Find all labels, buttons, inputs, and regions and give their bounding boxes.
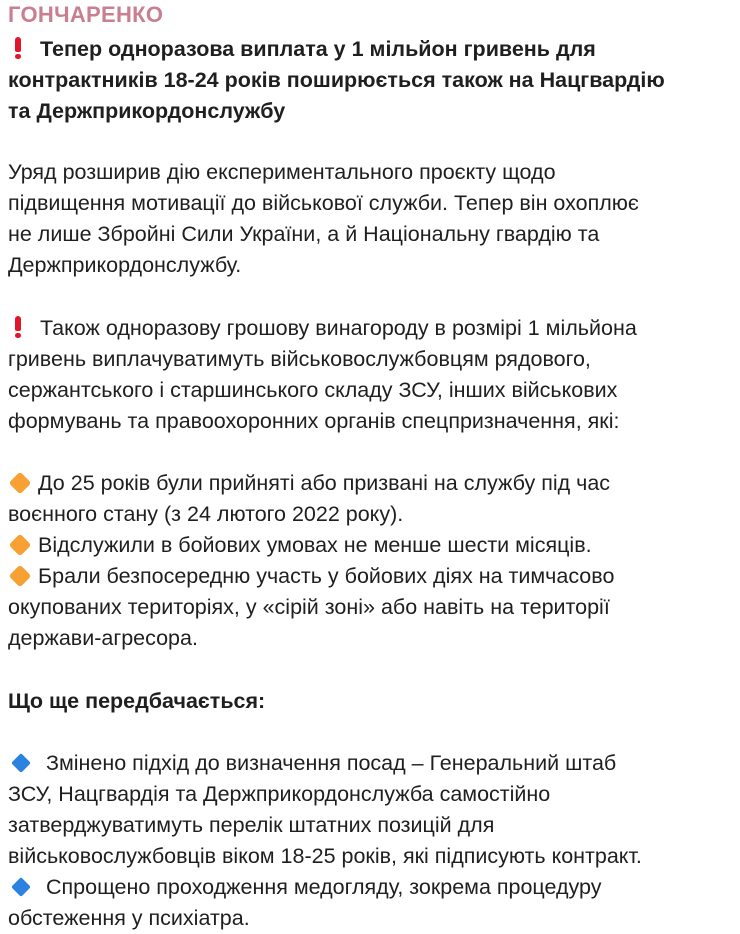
blue-diamond-icon xyxy=(11,753,31,773)
headline-line: Тепер одноразова виплата у 1 мільйон гривень для xyxy=(8,35,596,63)
exclamation-icon xyxy=(14,316,22,338)
point-item-cont: затверджуватимуть перелік штатних позицій для xyxy=(8,813,495,837)
point-item-cont: військовослужбовців віком 18-25 років, які підписують контракт. xyxy=(8,844,642,868)
condition-item: До 25 років були прийняті або призвані на службу під час xyxy=(8,469,610,497)
paragraph-line: гривень виплачуватимуть військовослужбовцям рядового, xyxy=(8,347,591,371)
orange-diamond-icon xyxy=(9,565,32,588)
orange-diamond-icon xyxy=(9,534,32,557)
paragraph-line: сержантського і старшинського складу ЗСУ, інших військових xyxy=(8,378,618,402)
paragraph-line: Також одноразову грошову винагороду в розмірі 1 мільйона xyxy=(8,314,637,342)
paragraph-line: формувань та правоохоронних органів спецпризначення, які: xyxy=(8,409,620,433)
point-item: Змінено підхід до визначення посад – Генеральний штаб xyxy=(8,749,616,777)
point-item: Спрощено проходження медогляду, зокрема процедуру xyxy=(8,873,602,901)
point-item-cont: обстеження у психіатра. xyxy=(8,906,250,930)
channel-name[interactable]: ГОНЧАРЕНКО xyxy=(8,2,164,27)
paragraph-line: Уряд розширив дію експериментального проєкту щодо xyxy=(8,160,556,184)
condition-item-cont: держави-агресора. xyxy=(8,626,198,650)
blue-diamond-icon xyxy=(11,877,31,897)
condition-item-cont: окупованих територіях, у «сірій зоні» або навіть на території xyxy=(8,595,610,619)
subheading: Що ще передбачається: xyxy=(8,689,266,713)
paragraph-line: Держприкордонслужбу. xyxy=(8,253,242,277)
condition-item: Відслужили в бойових умовах не менше шести місяців. xyxy=(8,531,592,559)
paragraph-line: підвищення мотивації до військової служби. Тепер він охоплює xyxy=(8,191,639,215)
paragraph-line: не лише Збройні Сили України, а й Національну гвардію та xyxy=(8,222,600,246)
headline-line: контрактників 18-24 років поширюється також на Нацгвардію xyxy=(8,68,665,92)
exclamation-icon xyxy=(14,37,22,59)
point-item-cont: ЗСУ, Нацгвардія та Держприкордонслужба самостійно xyxy=(8,782,551,806)
headline-line: та Держприкордонслужбу xyxy=(8,99,286,123)
condition-item-cont: воєнного стану (з 24 лютого 2022 року). xyxy=(8,502,404,526)
condition-item: Брали безпосередню участь у бойових діях на тимчасово xyxy=(8,562,614,590)
orange-diamond-icon xyxy=(9,472,32,495)
